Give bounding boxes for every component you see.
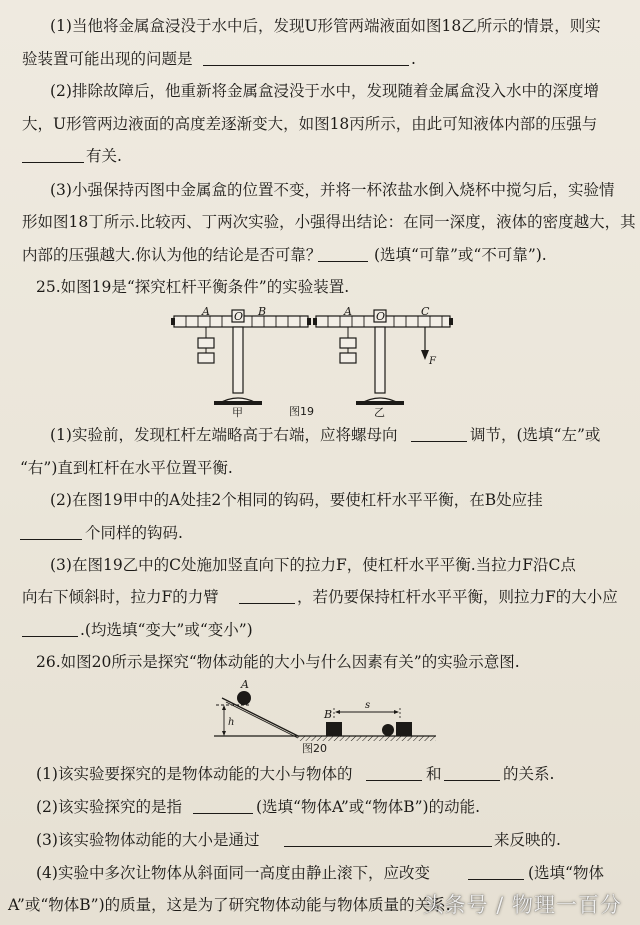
q25-answer-blank-2[interactable] bbox=[20, 523, 82, 540]
q26-answer-blank-5[interactable] bbox=[468, 863, 524, 880]
q24-answer-blank-2[interactable] bbox=[22, 146, 84, 163]
q25-answer-blank-4[interactable] bbox=[22, 620, 78, 637]
q26-answer-blank-2[interactable] bbox=[444, 764, 500, 781]
q24-answer-blank-1[interactable] bbox=[203, 49, 409, 66]
label-height-h: h bbox=[228, 717, 235, 728]
label-force-f: F bbox=[429, 356, 436, 367]
label-distance-s: s bbox=[365, 700, 371, 711]
caption-jia: 甲 bbox=[232, 406, 243, 418]
kinetic-energy-figure-20 bbox=[210, 678, 440, 754]
q25-answer-blank-1[interactable] bbox=[411, 425, 467, 442]
label-ball-a: A bbox=[241, 678, 249, 691]
lever-figure-19 bbox=[170, 306, 470, 418]
label-o-pivot-left: O bbox=[234, 310, 244, 323]
q26-answer-blank-3[interactable] bbox=[193, 797, 253, 814]
label-b-point: B bbox=[258, 306, 267, 318]
label-c-point: C bbox=[421, 306, 430, 318]
q25-answer-blank-3[interactable] bbox=[239, 587, 295, 604]
exam-page: (1)当他将金属盒浸没于水中后，发现U形管两端液面如图18乙所示的情景，则实 验装置可能出现的问题是 . (2)排除故障后，他重新将金属盒浸没于水中，发现随着金属盒没入水中的深度增 大，U形管两边液面的高度差逐渐变大，如图18丙所示，由此可知液体内部的压强与 有关. (3)小强保持丙图中金属盒的位置不变，并将一杯浓盐水倒入烧杯中搅匀后，实验情 形如图18丁所示.比较丙、丁两次实验，小强得出结论：在同一深度，液体的密度越大，其 内部的压强越大.你认为他的结论是否可靠？ (选填“可靠”或“不可靠”). 25.如图19是“探究杠杆平衡条件”的实验装置. A O B A O C F 甲 图19 乙 (1)实验前，发现杠杆左端略高于右端，应将螺母向 调节，(选填“左”或 “右”)直到杠杆在水平位置平衡. (2)在图19甲中的A处挂2个相同的钩码，要使杠杆水平平衡，在B处应挂 个同样的钩码. (3)在图19乙中的C处施加竖直向下的拉力F，使杠杆水平平衡.当拉力F沿C点 向右下倾斜时，拉力F的力臂 ，若仍要保持杠杆水平平衡，则拉力F的大小应 .(均选填“变大”或“变小”) 26.如图20所示是探究“物体动能的大小与什么因素有关”的实验示意图. A h B s 图20 (1)该实验要探究的是物体动能的大小与物体的 和 的关系. (2)该实验探究的是指 (选填“物体A”或“物体B”)的动能. (3)该实验物体动能的大小是通过 来反映的. (4)实验中多次让物体从斜面同一高度由静止滚下，应改变 (选填“物体 A”或“物体B”)的质量，这是为了研究物体动能与物体质量的关系. 头条号 / 物理一百分 bbox=[0, 0, 640, 925]
caption-yi: 乙 bbox=[374, 406, 385, 418]
watermark: 头条号 / 物理一百分 bbox=[422, 893, 622, 917]
lever-a bbox=[171, 310, 311, 405]
figure-20-caption: 图20 bbox=[302, 742, 327, 754]
label-a-point: A bbox=[202, 306, 210, 318]
figure-19-caption: 图19 bbox=[289, 405, 314, 418]
label-a-point-right: A bbox=[344, 306, 352, 318]
q24-answer-blank-3[interactable] bbox=[318, 245, 368, 262]
q26-answer-blank-4[interactable] bbox=[284, 830, 492, 847]
label-block-b: B bbox=[324, 708, 333, 721]
label-o-pivot-right: O bbox=[376, 310, 386, 323]
q26-answer-blank-1[interactable] bbox=[366, 764, 422, 781]
